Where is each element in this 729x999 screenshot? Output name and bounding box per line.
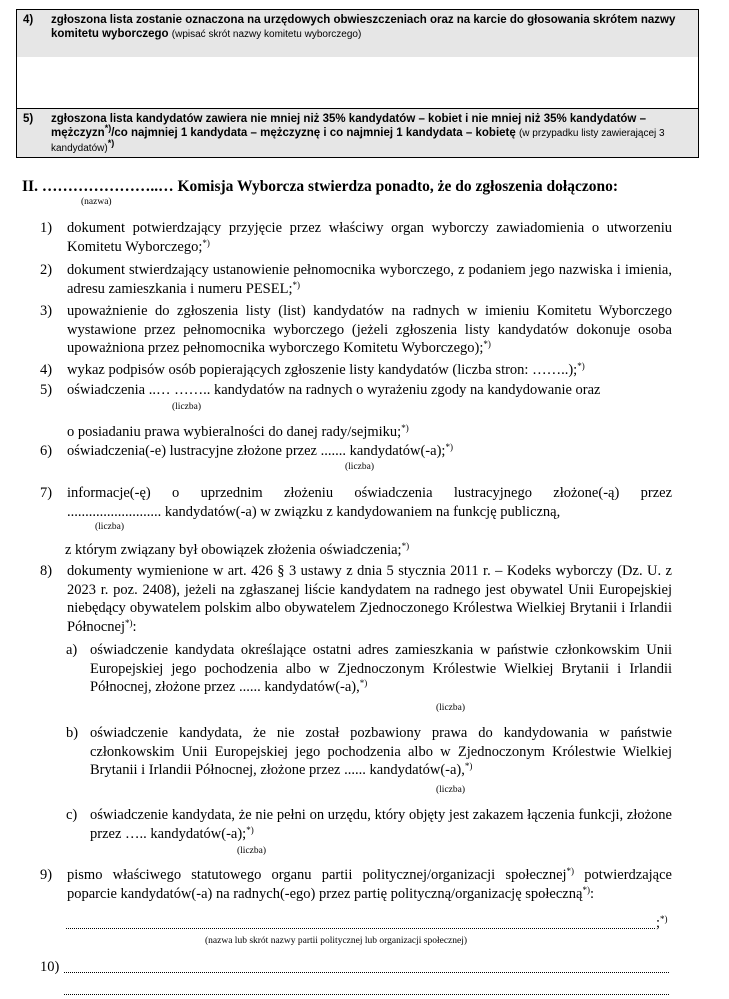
- list-item-continuation: .......................... kandydatów(-a) w związku z kandydowaniem na funkcję publiczną,: [67, 504, 561, 520]
- list-item-continuation: o posiadaniu prawa wybieralności do danej rady/sejmiku;*): [67, 423, 409, 440]
- statement-5-box: [16, 108, 699, 158]
- name-sublabel: (nazwa): [81, 197, 112, 207]
- list-item: 1) dokument potwierdzający przyjęcie przez właściwy organ wyborczy zawiadomienia o utworzeniu Komitetu Wyborczego;*): [40, 220, 672, 255]
- party-abbreviation-field[interactable]: [16, 57, 699, 109]
- statement-4-box: [16, 9, 699, 59]
- count-sublabel: (liczba): [436, 703, 466, 713]
- section-ii-heading: II. …………………..… Komisja Wyborcza stwierdza ponadto, że do zgłoszenia dołączono:: [22, 178, 619, 195]
- list-item: 6) oświadczenia(-e) lustracyjne złożone przez ....... kandydatów(-a);*): [40, 442, 453, 459]
- statement-5-number: 5): [23, 113, 34, 125]
- statement-4-hint: (wpisać skrót nazwy komitetu wyborczego): [171, 29, 362, 40]
- count-sublabel: (liczba): [95, 522, 125, 532]
- list-item: 2) dokument stwierdzający ustanowienie pełnomocnika wyborczego, z podaniem jego nazwiska i imienia, adresu zamieszkania i numeru PESEL;*): [40, 262, 672, 297]
- list-item: 3) upoważnienie do zgłoszenia listy (list) kandydatów na radnych w imieniu Komitetu Wyborczego wystawione przez pełnomocnika wyborczego (jeżeli zgłoszenia listy kandydatów dokonuje osoba upoważniona przez pełnomocnika wyborczego Komitetu Wyborczego);*): [40, 303, 672, 356]
- count-sublabel: (liczba): [436, 785, 466, 795]
- statement-5-hint: (w przypadku listy zawierającej 3 kandydatów): [51, 128, 665, 154]
- list-item: 5) oświadczenia ..… …….. kandydatów na radnych o wyrażeniu zgody na kandydowanie oraz: [40, 382, 601, 398]
- list-item-continuation: z którym związany był obowiązek złożenia oświadczenia;*): [65, 541, 410, 558]
- line-end: ;*): [656, 914, 668, 931]
- item-10-line-2[interactable]: [64, 994, 669, 995]
- statement-4-number: 4): [23, 14, 34, 26]
- list-item: 8) dokumenty wymienione w art. 426 § 3 ustawy z dnia 5 stycznia 2011 r. – Kodeks wyborczy (Dz. U. z 2023 r. poz. 2408), jeżeli na zgłaszanej liście kandydatem na radnego jest obywatel Unii Europejskiej niebędący obywatelem polskim albo obywatelem Zjednoczonego Królestwa Wielkiej Brytanii i Irlandii Północnej*):: [40, 563, 672, 635]
- list-item: 7) informacje(-ę) o uprzednim złożeniu oświadczenia lustracyjnego złożone(-ą) przez: [40, 485, 672, 501]
- statement-5-text: zgłoszona lista kandydatów zawiera nie mniej niż 35% kandydatów – kobiet i nie mniej niż 35% kandydatów – mężczyzn*)/co najmniej 1 kandydata – mężczyznę i co najmniej 1 kandydata – kobietę (w przypadku listy zawierającej 3 kandydatów)*): [51, 113, 665, 154]
- list-item: 9) pismo właściwego statutowego organu partii politycznej/organizacji społecznej*) potwierdzające poparcie kandydatów(-a) na radnych(-ego) przez partię polityczną/organizację społeczną*):: [40, 866, 672, 902]
- item-10-line[interactable]: [64, 972, 669, 973]
- sub-list-item: a) oświadczenie kandydata określające ostatni adres zamieszkania w państwie członkowskim Unii Europejskiej jego pochodzenia albo w Zjednoczonym Królestwie Wielkiej Brytanii i Irlandii Północnej, złożone przez ...... kandydatów(-a),*): [66, 642, 672, 695]
- count-sublabel: (liczba): [172, 402, 202, 412]
- sub-list-item: b) oświadczenie kandydata, że nie został pozbawiony prawa do kandydowania w państwie członkowskim Unii Europejskiej jego pochodzenia albo w Zjednoczonym Królestwie Wielkiej Brytanii i Irlandii Północnej, złożone przez ...... kandydatów(-a),*): [66, 725, 672, 778]
- count-sublabel: (liczba): [345, 462, 375, 472]
- statement-4-text: zgłoszona lista zostanie oznaczona na urzędowych obwieszczeniach oraz na karcie do głosowania skrótem nazwy komitetu wyborczego (wpisać skrót nazwy komitetu wyborczego): [51, 14, 676, 40]
- committee-name-placeholder[interactable]: …………………..…: [41, 178, 174, 195]
- party-name-sublabel: (nazwa lub skrót nazwy partii politycznej lub organizacji społecznej): [205, 936, 468, 946]
- list-item: 4) wykaz podpisów osób popierających zgłoszenie listy kandydatów (liczba stron: ……..);*): [40, 361, 585, 378]
- sub-list-item: c) oświadczenie kandydata, że nie pełni on urzędu, który objęty jest zakazem łączenia funkcji, złożone przez ….. kandydatów(-a);*): [66, 807, 672, 842]
- party-name-line[interactable]: [66, 928, 655, 929]
- count-sublabel: (liczba): [237, 846, 267, 856]
